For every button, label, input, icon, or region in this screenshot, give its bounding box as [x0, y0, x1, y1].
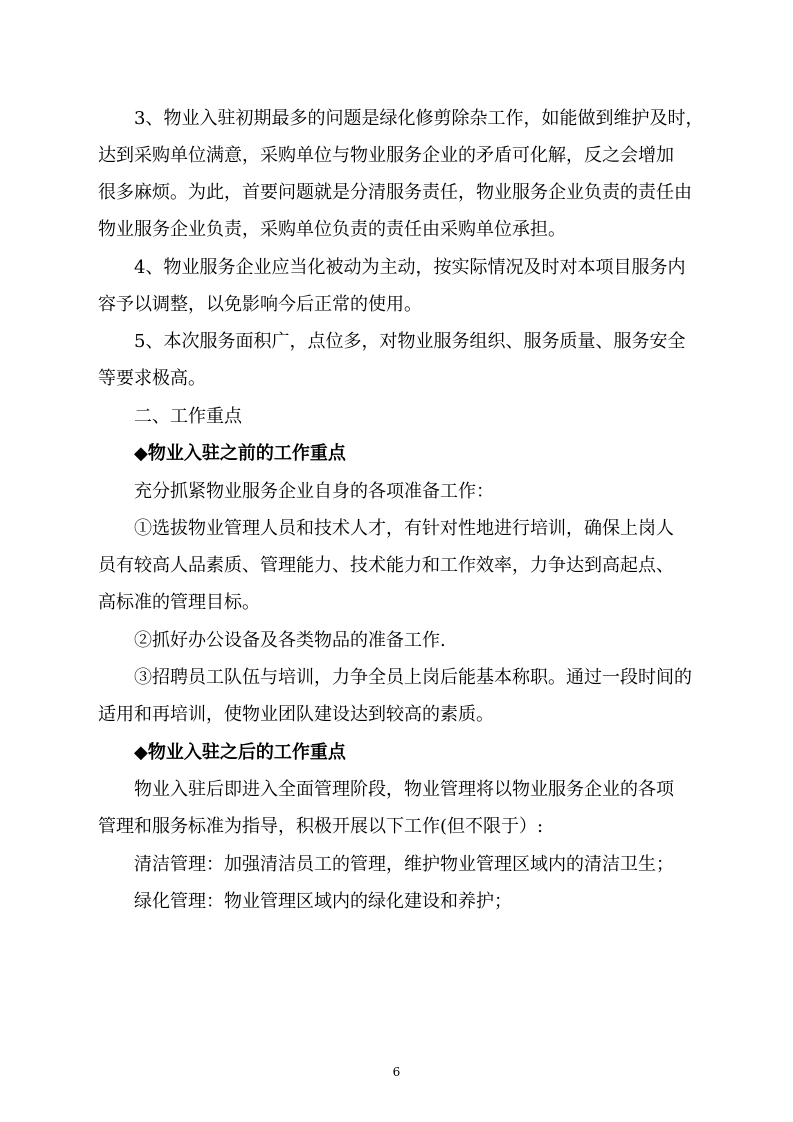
- paragraph-5-line-2: 等要求极高。: [98, 368, 206, 389]
- paragraph-3-line-2: 达到采购单位满意，采购单位与物业服务企业的矛盾可化解，反之会增加: [98, 145, 674, 166]
- item-3-line-2: 适用和再培训，使物业团队建设达到较高的素质。: [98, 704, 494, 725]
- cleaning-management-line: 清洁管理：加强清洁员工的管理，维护物业管理区域内的清洁卫生；: [134, 854, 674, 875]
- paragraph-3-line-4: 物业服务企业负责，采购单位负责的责任由采购单位承担。: [98, 219, 566, 240]
- prep-intro-line: 充分抓紧物业服务企业自身的各项准备工作：: [134, 481, 494, 502]
- item-3-line-1: ③招聘员工队伍与培训，力争全员上岗后能基本称职。通过一段时间的: [134, 667, 692, 688]
- item-2-line-1: ②抓好办公设备及各类物品的准备工作.: [134, 630, 446, 651]
- paragraph-3-line-3: 很多麻烦。为此，首要问题就是分清服务责任，物业服务企业负责的责任由: [98, 182, 692, 203]
- paragraph-4-line-2: 容予以调整，以免影响今后正常的使用。: [98, 294, 422, 315]
- after-entry-line-2: 管理和服务标准为指导，积极开展以下工作(但不限于）:: [98, 816, 544, 837]
- item-1-line-1: ①选拔物业管理人员和技术人才，有针对性地进行培训，确保上岗人: [134, 518, 674, 539]
- item-1-line-3: 高标准的管理目标。: [98, 592, 260, 613]
- paragraph-4-line-1: 4、物业服务企业应当化被动为主动，按实际情况及时对本项目服务内: [134, 257, 686, 278]
- section-heading-work-focus: 二、工作重点: [134, 406, 242, 427]
- item-1-line-2: 员有较高人品素质、管理能力、技术能力和工作效率，力争达到高起点、: [98, 555, 674, 576]
- subheading-after-entry: ◆物业入驻之后的工作重点: [134, 742, 346, 763]
- after-entry-line-1: 物业入驻后即进入全面管理阶段，物业管理将以物业服务企业的各项: [134, 779, 674, 800]
- subheading-before-entry: ◆物业入驻之前的工作重点: [134, 443, 346, 464]
- page-number: 6: [392, 1065, 401, 1079]
- greening-management-line: 绿化管理：物业管理区域内的绿化建设和养护；: [134, 891, 512, 912]
- paragraph-3-line-1: 3、物业入驻初期最多的问题是绿化修剪除杂工作，如能做到维护及时，: [134, 108, 704, 129]
- paragraph-5-line-1: 5、本次服务面积广，点位多，对物业服务组织、服务质量、服务安全: [134, 331, 686, 352]
